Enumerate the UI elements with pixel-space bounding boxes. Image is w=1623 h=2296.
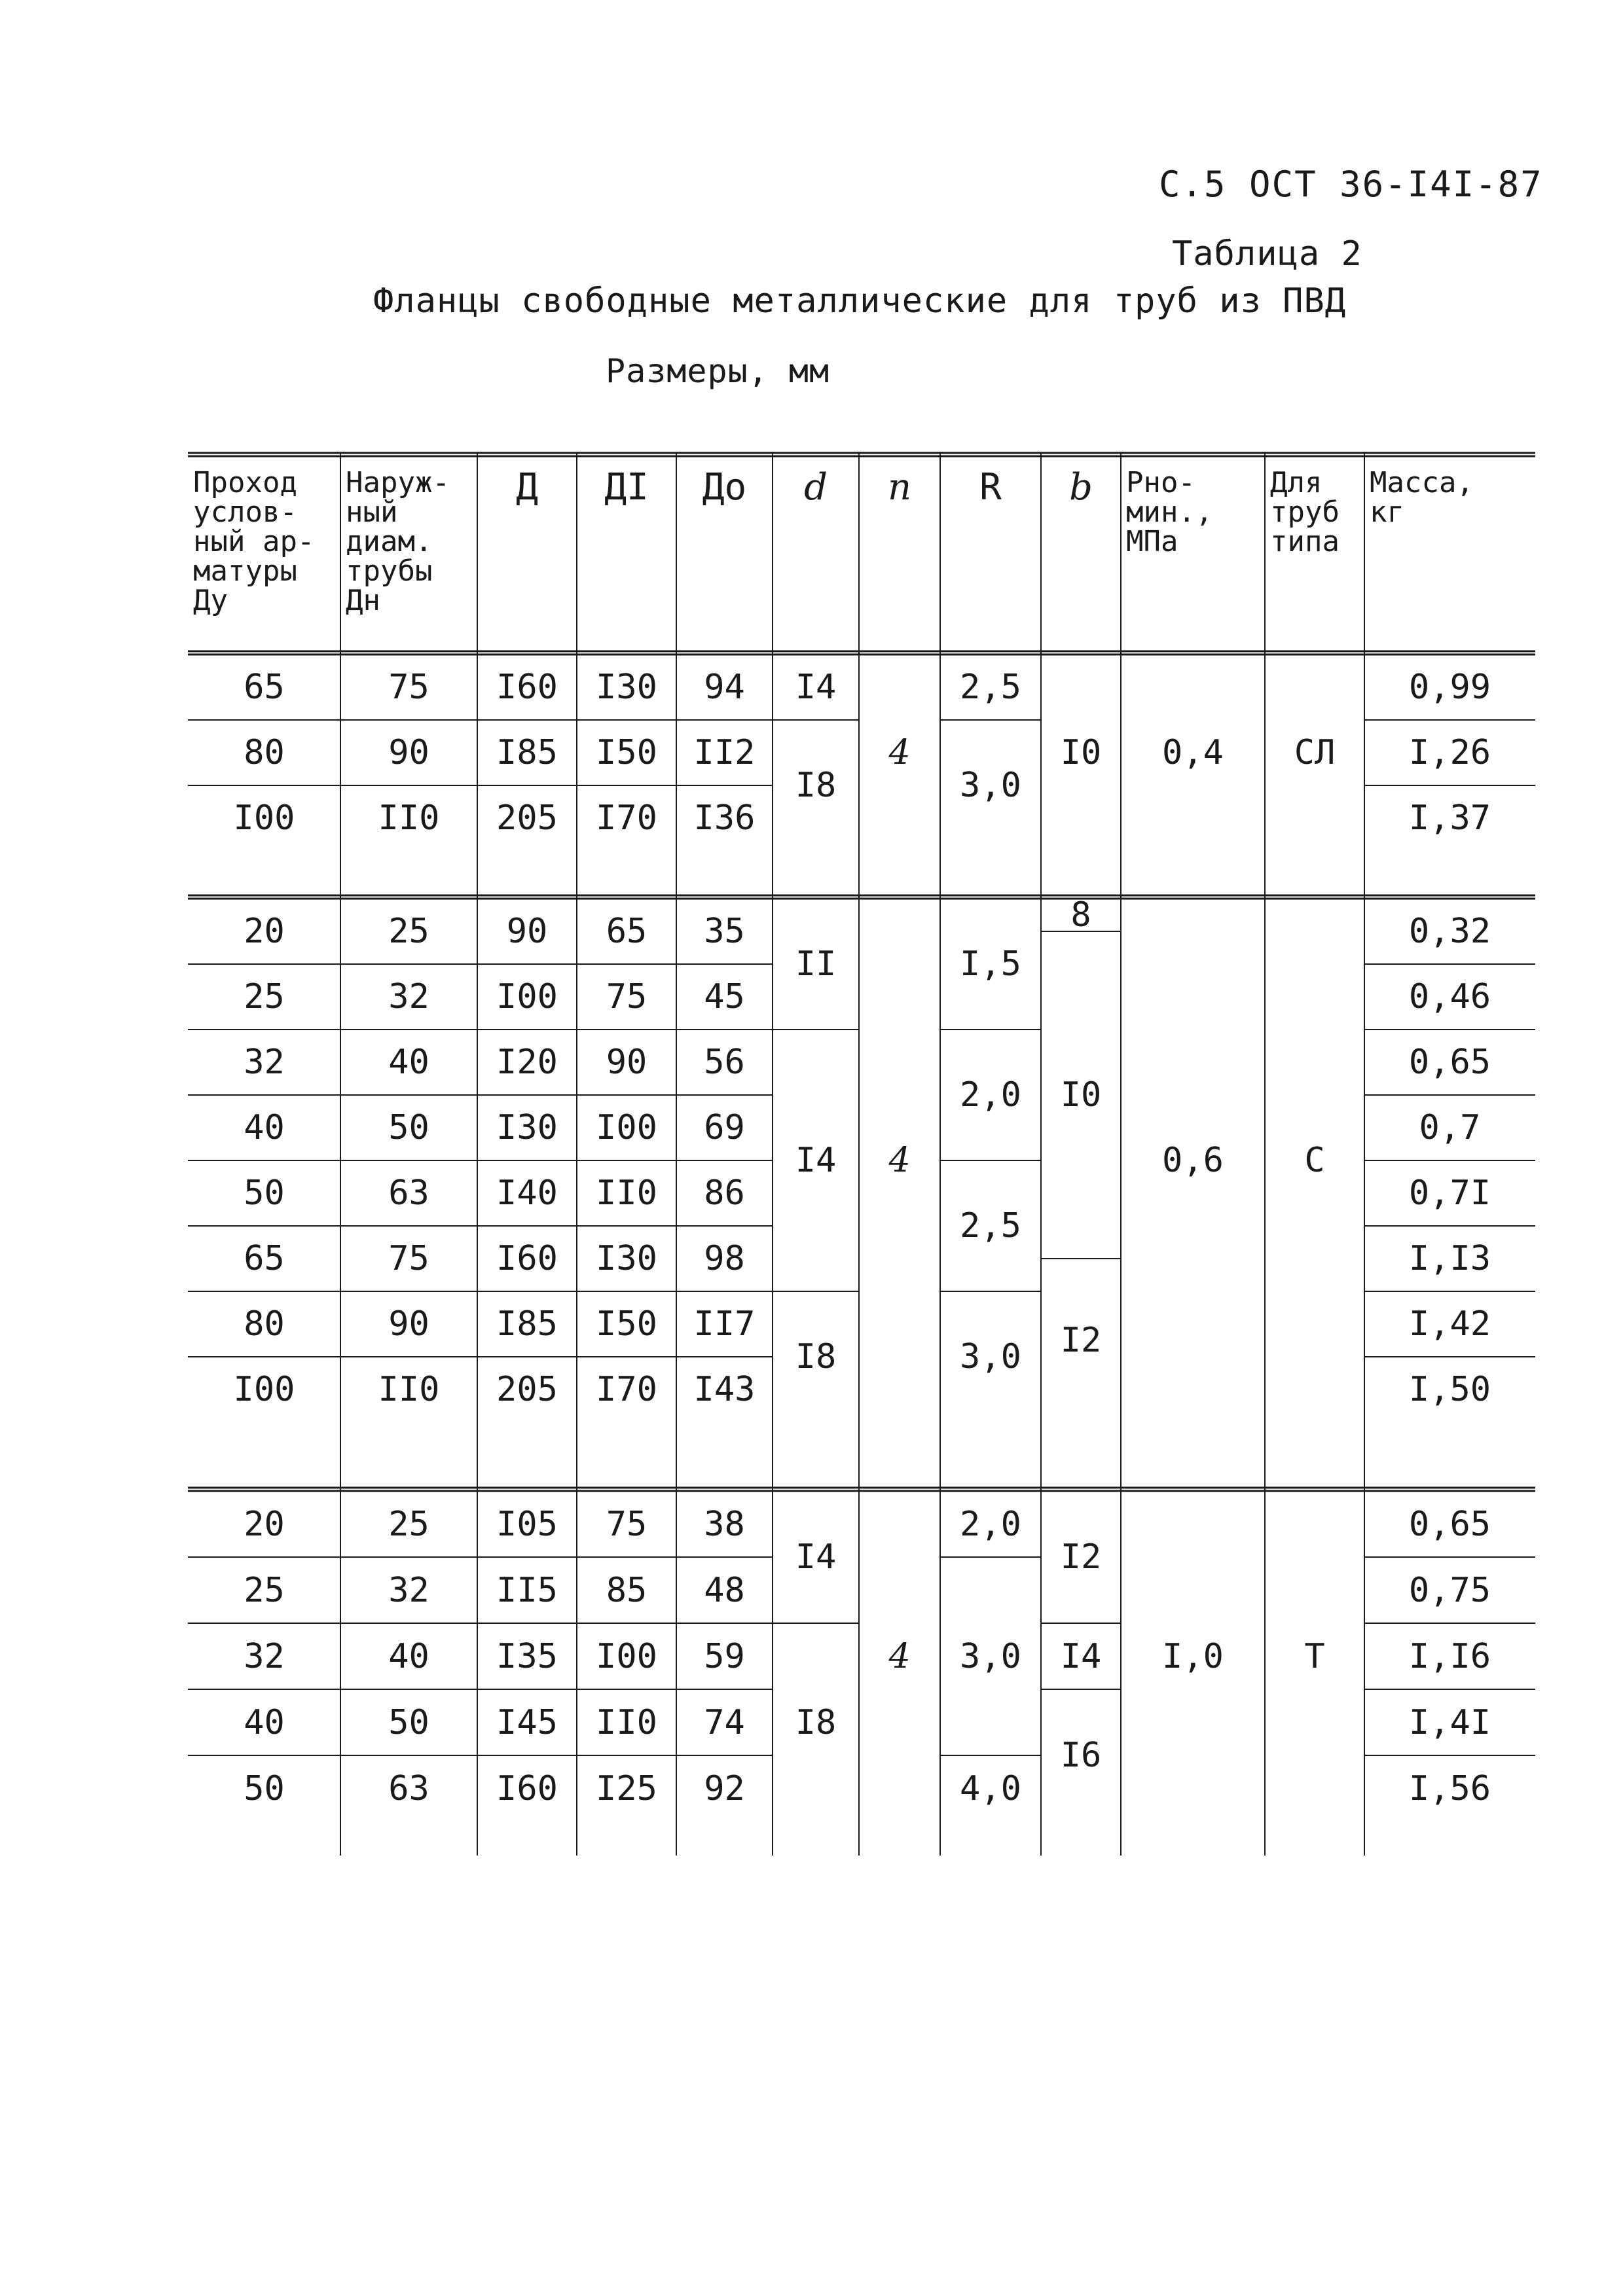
cell-D1: I00 (596, 1108, 657, 1147)
cell-D: I05 (496, 1504, 558, 1544)
cell-n: 4 (888, 1636, 911, 1676)
cell-dn: 63 (388, 1174, 429, 1213)
cell-D0: 86 (704, 1174, 745, 1213)
cell-b: I0 (1060, 1075, 1102, 1115)
cell-D: 90 (506, 912, 548, 951)
cell-D1: I00 (596, 1636, 657, 1676)
cell-D: I60 (496, 1768, 558, 1808)
column-header-dn: Наруж- ный диам. трубы Дн (346, 466, 450, 617)
cell-n: 4 (888, 733, 911, 772)
cell-mass: 0,65 (1408, 1043, 1491, 1082)
column-header-R: R (979, 466, 1002, 509)
cell-D0: 94 (704, 668, 745, 707)
cell-mass: 0,46 (1408, 977, 1491, 1016)
cell-b: I2 (1060, 1537, 1102, 1577)
cell-du: 65 (244, 1239, 285, 1278)
cell-dn: 40 (388, 1043, 429, 1082)
cell-du: 80 (244, 733, 285, 772)
cell-du: 40 (244, 1702, 285, 1742)
cell-type: Т (1304, 1636, 1325, 1676)
cell-D1: II0 (596, 1174, 657, 1213)
column-header-p: Рно- мин., МПа (1126, 466, 1213, 558)
cell-d: I4 (795, 668, 837, 707)
cell-du: 40 (244, 1108, 285, 1147)
cell-D1: I70 (596, 798, 657, 838)
cell-D: 205 (496, 1370, 558, 1409)
cell-D: I20 (496, 1043, 558, 1082)
cell-p: 0,4 (1162, 733, 1224, 772)
cell-dn: 50 (388, 1108, 429, 1147)
cell-dn: 90 (388, 1304, 429, 1344)
cell-D1: 85 (606, 1570, 647, 1610)
cell-du: 32 (244, 1043, 285, 1082)
column-header-D: Д (516, 466, 538, 509)
cell-D: I85 (496, 733, 558, 772)
cell-mass: 0,99 (1408, 668, 1491, 707)
cell-d: II (795, 944, 837, 984)
cell-D: II5 (496, 1570, 558, 1610)
cell-du: 50 (244, 1768, 285, 1808)
cell-D1: I25 (596, 1768, 657, 1808)
cell-D0: 56 (704, 1043, 745, 1082)
cell-R: 4,0 (960, 1768, 1021, 1808)
cell-d: I8 (795, 766, 837, 805)
cell-du: I00 (233, 798, 295, 838)
cell-D0: II7 (693, 1304, 756, 1344)
cell-mass: I,50 (1408, 1370, 1491, 1409)
table-units: Размеры, мм (606, 352, 830, 390)
cell-D0: 35 (704, 912, 745, 951)
cell-d: I4 (795, 1537, 837, 1577)
cell-du: I00 (233, 1370, 295, 1409)
cell-dn: 75 (388, 1239, 429, 1278)
cell-D: 205 (496, 798, 558, 838)
cell-D1: I30 (596, 668, 657, 707)
cell-du: 25 (244, 1570, 285, 1610)
cell-b: I0 (1060, 733, 1102, 772)
document-id: С.5 ОСТ 36-І4І-87 (1159, 164, 1543, 205)
cell-D0: 45 (704, 977, 745, 1016)
cell-mass: I,56 (1408, 1768, 1491, 1808)
cell-type: СЛ (1294, 733, 1336, 772)
cell-D: I60 (496, 1239, 558, 1278)
cell-p: I,0 (1162, 1636, 1224, 1676)
column-header-n: n (887, 466, 912, 509)
column-header-D0: До (702, 466, 747, 509)
cell-R: 2,5 (960, 1206, 1021, 1246)
cell-du: 20 (244, 912, 285, 951)
cell-type: С (1304, 1141, 1325, 1180)
cell-n: 4 (888, 1141, 911, 1180)
cell-D0: 38 (704, 1504, 745, 1544)
cell-D: I60 (496, 668, 558, 707)
cell-mass: 0,32 (1408, 912, 1491, 951)
cell-D1: 75 (606, 977, 647, 1016)
cell-D1: 90 (606, 1043, 647, 1082)
column-header-D1: ДI (604, 466, 649, 509)
cell-D0: 98 (704, 1239, 745, 1278)
cell-dn: 90 (388, 733, 429, 772)
cell-D: I30 (496, 1108, 558, 1147)
cell-d: I8 (795, 1337, 837, 1376)
cell-D0: 59 (704, 1636, 745, 1676)
cell-dn: II0 (378, 798, 440, 838)
cell-mass: I,42 (1408, 1304, 1491, 1344)
cell-mass: 0,65 (1408, 1504, 1491, 1544)
cell-D1: 65 (606, 912, 647, 951)
cell-dn: 32 (388, 977, 429, 1016)
cell-dn: 25 (388, 912, 429, 951)
cell-b: I6 (1060, 1736, 1102, 1775)
cell-mass: I,I6 (1408, 1636, 1491, 1676)
column-header-mass: Масса, кг (1370, 466, 1474, 529)
column-header-b: b (1069, 466, 1093, 509)
cell-D: I00 (496, 977, 558, 1016)
cell-mass: I,26 (1408, 733, 1491, 772)
cell-R: 3,0 (960, 1636, 1021, 1676)
cell-mass: 0,7I (1408, 1174, 1491, 1213)
cell-du: 32 (244, 1636, 285, 1676)
cell-du: 20 (244, 1504, 285, 1544)
cell-R: I,5 (960, 944, 1021, 984)
cell-mass: I,37 (1408, 798, 1491, 838)
cell-dn: II0 (378, 1370, 440, 1409)
table-title: Фланцы свободные металлические для труб из ПВД (373, 281, 1347, 321)
cell-d: I8 (795, 1702, 837, 1742)
cell-R: 2,0 (960, 1504, 1021, 1544)
table-number: Таблица 2 (1172, 234, 1362, 274)
cell-du: 65 (244, 668, 285, 707)
cell-dn: 75 (388, 668, 429, 707)
cell-dn: 63 (388, 1768, 429, 1808)
cell-R: 3,0 (960, 1337, 1021, 1376)
cell-dn: 25 (388, 1504, 429, 1544)
column-header-type: Для труб типа (1270, 466, 1340, 558)
cell-D0: I36 (693, 798, 756, 838)
cell-D1: II0 (596, 1702, 657, 1742)
cell-dn: 32 (388, 1570, 429, 1610)
cell-du: 25 (244, 977, 285, 1016)
cell-du: 50 (244, 1174, 285, 1213)
cell-D0: 48 (704, 1570, 745, 1610)
column-header-d: d (804, 466, 828, 509)
cell-D1: I30 (596, 1239, 657, 1278)
cell-R: 2,5 (960, 668, 1021, 707)
cell-mass: I,4I (1408, 1702, 1491, 1742)
cell-D1: 75 (606, 1504, 647, 1544)
cell-mass: 0,7 (1419, 1108, 1481, 1147)
cell-du: 80 (244, 1304, 285, 1344)
cell-mass: 0,75 (1408, 1570, 1491, 1610)
cell-D0: 74 (704, 1702, 745, 1742)
cell-d: I4 (795, 1141, 837, 1180)
cell-D0: II2 (693, 733, 756, 772)
cell-p: 0,6 (1162, 1141, 1224, 1180)
cell-b: I2 (1060, 1321, 1102, 1360)
cell-R: 3,0 (960, 766, 1021, 805)
cell-D0: 69 (704, 1108, 745, 1147)
cell-dn: 50 (388, 1702, 429, 1742)
cell-D1: I50 (596, 733, 657, 772)
cell-D0: I43 (693, 1370, 756, 1409)
cell-D: I85 (496, 1304, 558, 1344)
cell-D1: I50 (596, 1304, 657, 1344)
cell-R: 2,0 (960, 1075, 1021, 1115)
cell-dn: 40 (388, 1636, 429, 1676)
cell-D: I45 (496, 1702, 558, 1742)
cell-mass: I,I3 (1408, 1239, 1491, 1278)
cell-b: 8 (1070, 895, 1091, 935)
cell-D1: I70 (596, 1370, 657, 1409)
cell-b: I4 (1060, 1636, 1102, 1676)
column-header-du: Проход услов- ный ар- матуры Ду (193, 466, 315, 617)
cell-D: I35 (496, 1636, 558, 1676)
cell-D0: 92 (704, 1768, 745, 1808)
cell-D: I40 (496, 1174, 558, 1213)
